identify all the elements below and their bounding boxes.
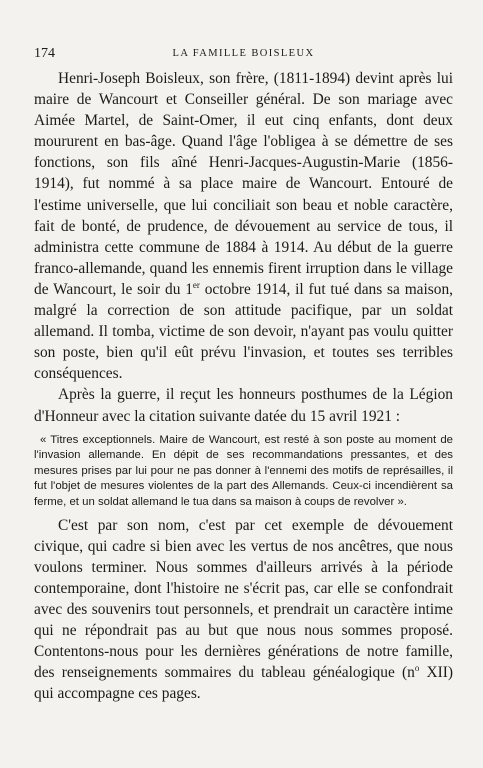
paragraph-1-text-b: octobre 1914, il fut tué dans sa maison, malgré la correction de son attitude pacifique, par un soldat allemand. Il tomba, victime de son devoir, n'ayant pas voulu quitter son poste, bien qu'il eût prévu l'invasion, et toutes ses terribles conséquences. <box>34 280 453 383</box>
running-title: LA FAMILLE BOISLEUX <box>172 48 315 59</box>
citation-quote: « Titres exceptionnels. Maire de Wancourt, est resté à son poste au moment de l'invasion allemande. En dépit de ses recommandations pressantes, et des mesures prises par lui pour ne pas donner à l'ennemi des motifs de représailles, il fut l'objet de mesures violentes de la part des Allemands. Ceux-ci incendièrent sa ferme, et un soldat allemand le tua dans sa maison à coups de revolver ». <box>34 433 453 508</box>
paragraph-3-text-b: XII) qui accompagne ces pages. <box>34 664 453 703</box>
paragraph-3-text-a: C'est par son nom, c'est par cet exemple de dévouement civique, qui cadre si bien avec les vertus de nos ancêtres, que nous voulons terminer. Nous sommes d'ailleurs arrivés à la période contemporaine, dont l'histoire ne s'écrit pas, car elle se confondrait avec des souvenirs tout personnels, et prendrait un caractère intime qui ne répondrait pas au but que nous nous sommes proposé. Contentons-nous pour les dernières générations de notre famille, des renseignements sommaires du tableau généalogique (n <box>34 516 453 682</box>
paragraph-2: Après la guerre, il reçut les honneurs posthumes de la Légion d'Honneur avec la citation suivante datée du 15 avril 1921 : <box>34 386 453 425</box>
page-header <box>34 46 453 64</box>
page-number: 174 <box>34 46 55 61</box>
paragraph-1-text-a: Henri-Joseph Boisleux, son frère, (1811-1894) devint après lui maire de Wancourt et Conseiller général. De son mariage avec Aimée Martel, de Saint-Omer, il eut cinq enfants, dont deux moururent en bas-âge. Quand l'âge l'obligea à se démettre de ses fonctions, son fils aîné Henri-Jacques-Augustin-Marie (1856-1914), fut nommé à sa place maire de Wancourt. Entouré de l'estime universelle, que lui conciliait son beau et noble caractère, fait de bonté, de prudence, de dévouement au service de tous, il administra cette commune de 1884 à 1914. Au début de la guerre franco-allemande, quand les ennemis firent irruption dans le village de Wancourt, le soir du 1 <box>34 70 453 298</box>
paragraph-3 <box>34 515 453 705</box>
paragraph-1 <box>34 68 453 384</box>
paragraph-3-superscript: o <box>414 663 420 674</box>
paragraph-1-superscript: er <box>192 279 200 290</box>
page-body <box>34 68 453 704</box>
